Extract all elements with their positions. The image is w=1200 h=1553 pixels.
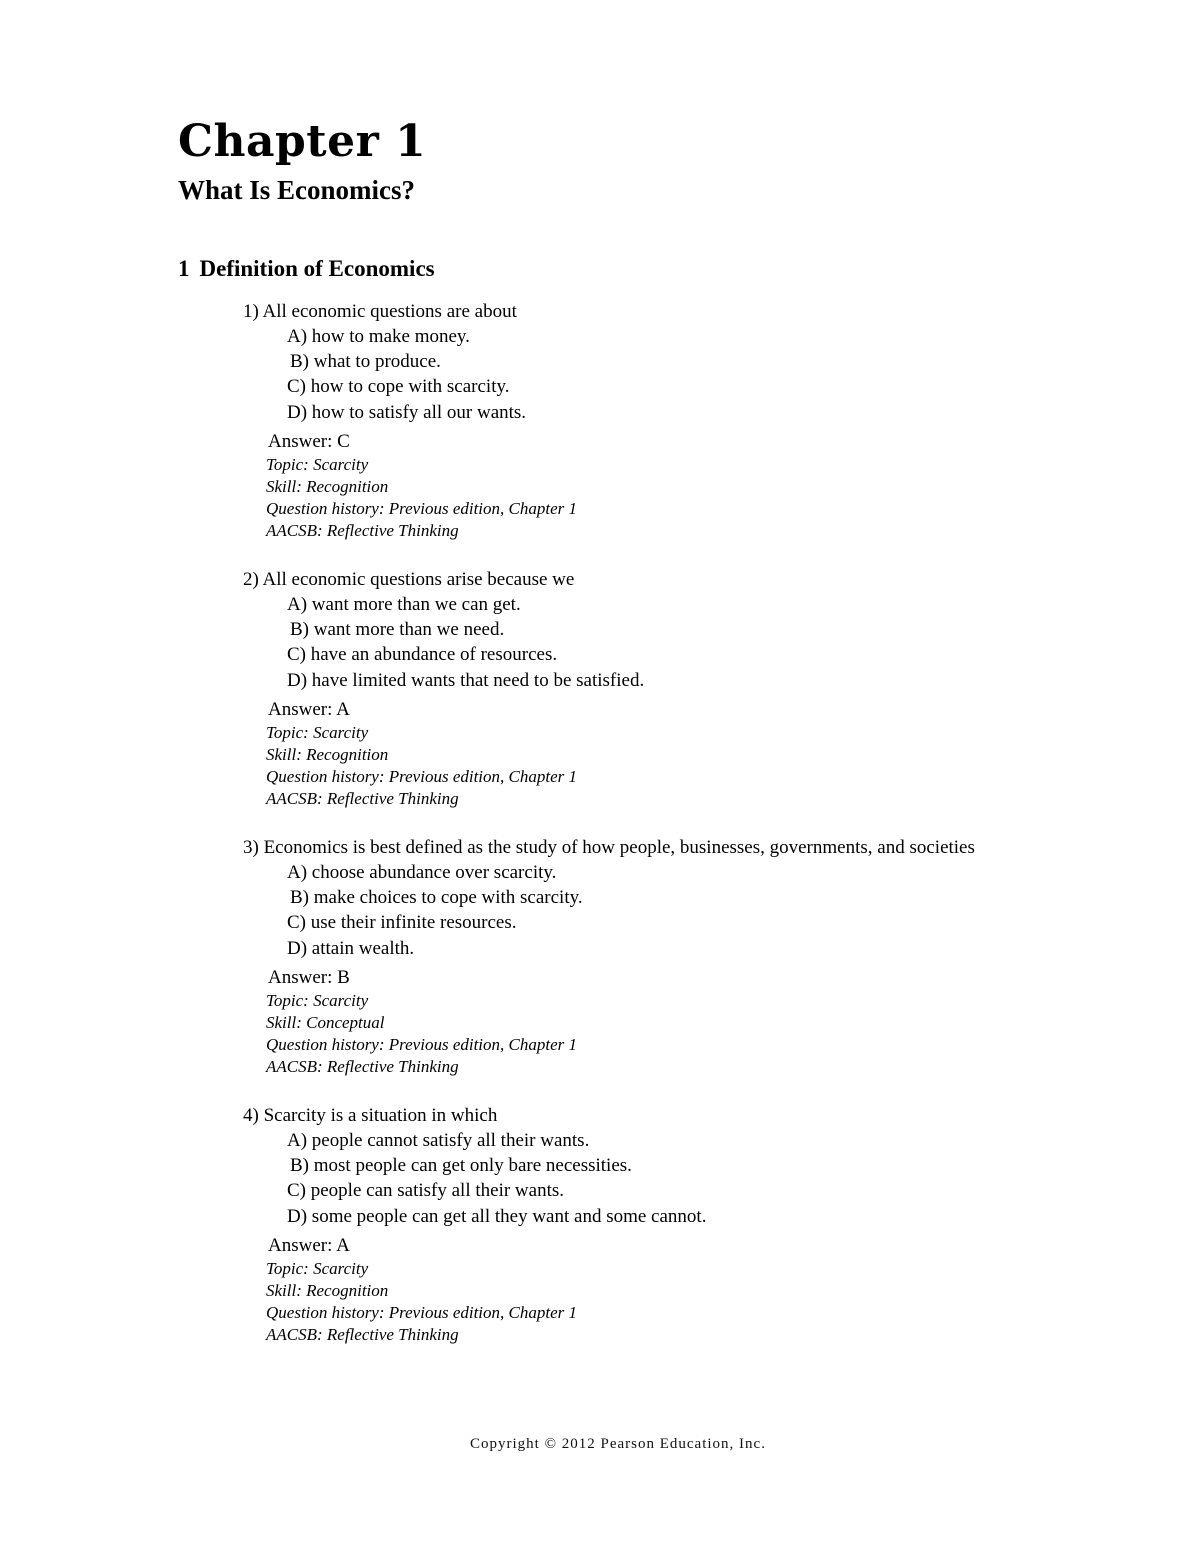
aacsb-line: AACSB: Reflective Thinking <box>266 1324 459 1344</box>
answer-line: Answer: A <box>268 1234 350 1256</box>
skill-line: Skill: Recognition <box>266 1280 389 1300</box>
option-list <box>243 1128 1143 1229</box>
chapter-subtitle: What Is Economics? <box>178 175 416 205</box>
option-list <box>243 592 1143 693</box>
question-3 <box>243 835 1143 1078</box>
option-c: C) people can satisfy all their wants. <box>287 1180 565 1202</box>
section-title: Definition of Economics <box>199 256 435 281</box>
topic-line: Topic: Scarcity <box>266 454 369 474</box>
question-2 <box>243 567 1143 810</box>
history-line: Question history: Previous edition, Chapter 1 <box>266 1302 578 1322</box>
answer-line: Answer: B <box>268 966 350 988</box>
question-1 <box>243 299 1143 542</box>
history-line: Question history: Previous edition, Chapter 1 <box>266 498 578 518</box>
aacsb-line: AACSB: Reflective Thinking <box>266 788 459 808</box>
copyright-footer: Copyright © 2012 Pearson Education, Inc. <box>470 1436 766 1452</box>
option-d: D) have limited wants that need to be satisfied. <box>287 669 645 691</box>
option-list <box>243 324 1143 425</box>
option-d: D) how to satisfy all our wants. <box>287 401 527 423</box>
history-line: Question history: Previous edition, Chapter 1 <box>266 1034 578 1054</box>
option-b: B) make choices to cope with scarcity. <box>290 887 583 909</box>
section-heading <box>178 254 435 284</box>
option-a: A) how to make money. <box>287 326 470 347</box>
question-stem: 4) Scarcity is a situation in which <box>243 1105 498 1126</box>
skill-line: Skill: Recognition <box>266 476 389 496</box>
option-c: C) have an abundance of resources. <box>287 644 558 666</box>
skill-line: Skill: Recognition <box>266 744 389 764</box>
section-number: 1 <box>178 256 190 281</box>
option-c: C) use their infinite resources. <box>287 912 517 934</box>
option-list <box>243 860 1143 961</box>
question-stem: 2) All economic questions arise because we <box>243 569 575 590</box>
aacsb-line: AACSB: Reflective Thinking <box>266 1056 459 1076</box>
option-a: A) choose abundance over scarcity. <box>287 862 557 883</box>
option-b: B) most people can get only bare necessities. <box>290 1155 632 1177</box>
question-stem: 1) All economic questions are about <box>243 301 517 322</box>
option-c: C) how to cope with scarcity. <box>287 376 510 398</box>
question-4 <box>243 1103 1143 1346</box>
option-a: A) people cannot satisfy all their wants. <box>287 1130 590 1151</box>
skill-line: Skill: Conceptual <box>266 1012 385 1032</box>
chapter-title: Chapter 1 <box>178 116 427 167</box>
history-line: Question history: Previous edition, Chapter 1 <box>266 766 578 786</box>
option-a: A) want more than we can get. <box>287 594 521 615</box>
aacsb-line: AACSB: Reflective Thinking <box>266 520 459 540</box>
topic-line: Topic: Scarcity <box>266 1258 369 1278</box>
topic-line: Topic: Scarcity <box>266 722 369 742</box>
answer-line: Answer: C <box>268 430 350 452</box>
option-d: D) attain wealth. <box>287 937 415 959</box>
question-stem: 3) Economics is best defined as the study of how people, businesses, governments, and societies <box>243 837 975 858</box>
topic-line: Topic: Scarcity <box>266 990 369 1010</box>
option-b: B) want more than we need. <box>290 619 505 641</box>
answer-line: Answer: A <box>268 698 350 720</box>
option-b: B) what to produce. <box>290 351 441 373</box>
option-d: D) some people can get all they want and some cannot. <box>287 1205 707 1227</box>
